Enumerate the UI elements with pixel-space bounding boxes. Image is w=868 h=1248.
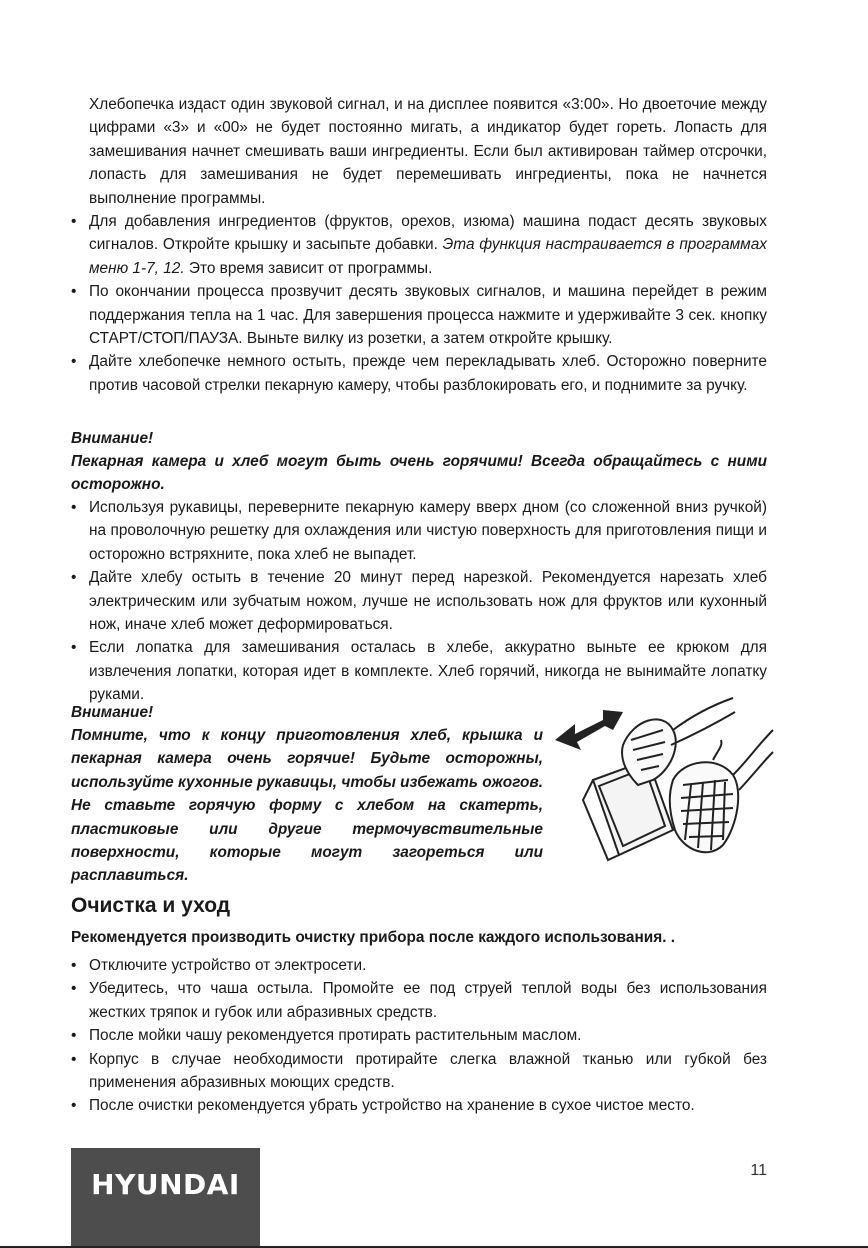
list-item-text: Для добавления ингредиентов (фруктов, орехов, изюма) машина подаст десять звуковых сигналов. Откройте крышку и засыпьте добавки. <box>89 213 767 254</box>
list-item-italic: Эта функция настраивается в программах меню 1-7, 12. <box>89 236 767 277</box>
list-item: • После мойки чашу рекомендуется протирать растительным маслом. <box>71 1024 767 1047</box>
list-item: • Корпус в случае необходимости протирайте слегка влажной тканью или губкой без применения абразивных моющих средств. <box>71 1048 767 1095</box>
bullet-list-baking <box>71 210 767 397</box>
section-subtitle: Рекомендуется производить очистку прибора после каждого использования. . <box>71 929 676 946</box>
list-item: • Убедитесь, что чаша остыла. Промойте ее под струей теплой воды без использования жестких тряпок и губок или абразивных средств. <box>71 977 767 1024</box>
list-item-text: По окончании процесса прозвучит десять звуковых сигналов, и машина перейдет в режим поддержания тепла на 1 час. Для завершения процесса нажмите и удерживайте 3 сек. кнопку СТАРТ/СТОП/ПАУЗА. Выньте вилку из розетки, а затем откройте крышку. <box>89 283 767 348</box>
list-item: • Если лопатка для замешивания осталась в хлебе, аккуратно выньте ее крюком для извлечения лопатки, которая идет в комплекте. Хлеб горячий, никогда не вынимайте лопатку руками. <box>71 636 767 706</box>
warning-body: Помните, что к концу приготовления хлеб, крышка и пекарная камера очень горячие! Будьте осторожны, используйте кухонные рукавицы, чтобы избежать ожогов. Не ставьте горячую форму с хлебом на скатерть, пластиковые или другие термочувствительные поверхности, которые могут загореться или расплавиться. <box>71 727 544 885</box>
list-item <box>71 280 767 350</box>
page-number: 11 <box>750 1162 767 1179</box>
bullet-list-cleaning <box>71 954 767 1118</box>
warning-title: Внимание! <box>71 430 154 447</box>
bullet-list-unloading <box>71 496 767 707</box>
oven-mitts-shaking-bread-pan-icon <box>553 690 775 870</box>
section-title-cleaning: Очистка и уход <box>71 894 231 917</box>
intro-paragraph: Хлебопечка издаст один звуковой сигнал, и на дисплее появится «3:00». Но двоеточие между цифрами «3» и «00» не будет постоянно мигать, а индикатор будет гореть. Лопасть для замешивания начнет смешивать ваши ингредиенты. Если был активирован таймер отсрочки, лопасть для замешивания не будет перемешивать ингредиенты, пока не начнется выполнение программы. <box>89 96 767 207</box>
list-item <box>71 350 767 397</box>
list-item-text: Дайте хлебопечке немного остыть, прежде чем перекладывать хлеб. Осторожно поверните против часовой стрелки пекарную камеру, чтобы разблокировать его, и поднимите за ручку. <box>89 353 767 394</box>
brand-logo <box>71 1148 260 1248</box>
warning-title: Внимание! <box>71 704 154 721</box>
warning-body: Пекарная камера и хлеб могут быть очень горячими! Всегда обращайтесь с ними осторожно. <box>71 453 767 494</box>
list-item: • Дайте хлебу остыть в течение 20 минут перед нарезкой. Рекомендуется нарезать хлеб электрическим или зубчатым ножом, лучше не использовать нож для фруктов или кухонный нож, иначе хлеб может деформироваться. <box>71 566 767 636</box>
list-item-tail: Это время зависит от программы. <box>184 259 433 277</box>
list-item <box>71 210 767 280</box>
list-item: • Отключите устройство от электросети. <box>71 954 767 977</box>
list-item: • После очистки рекомендуется убрать устройство на хранение в сухое чистое место. <box>71 1094 767 1117</box>
brand-logo-text: HYUNDAI <box>91 1168 240 1201</box>
list-item: • Используя рукавицы, переверните пекарную камеру вверх дном (со сложенной вниз ручкой) на проволочную решетку для охлаждения или чистую поверхность для приготовления пищи и осторожно встряхните, пока хлеб не выпадет. <box>71 496 767 566</box>
